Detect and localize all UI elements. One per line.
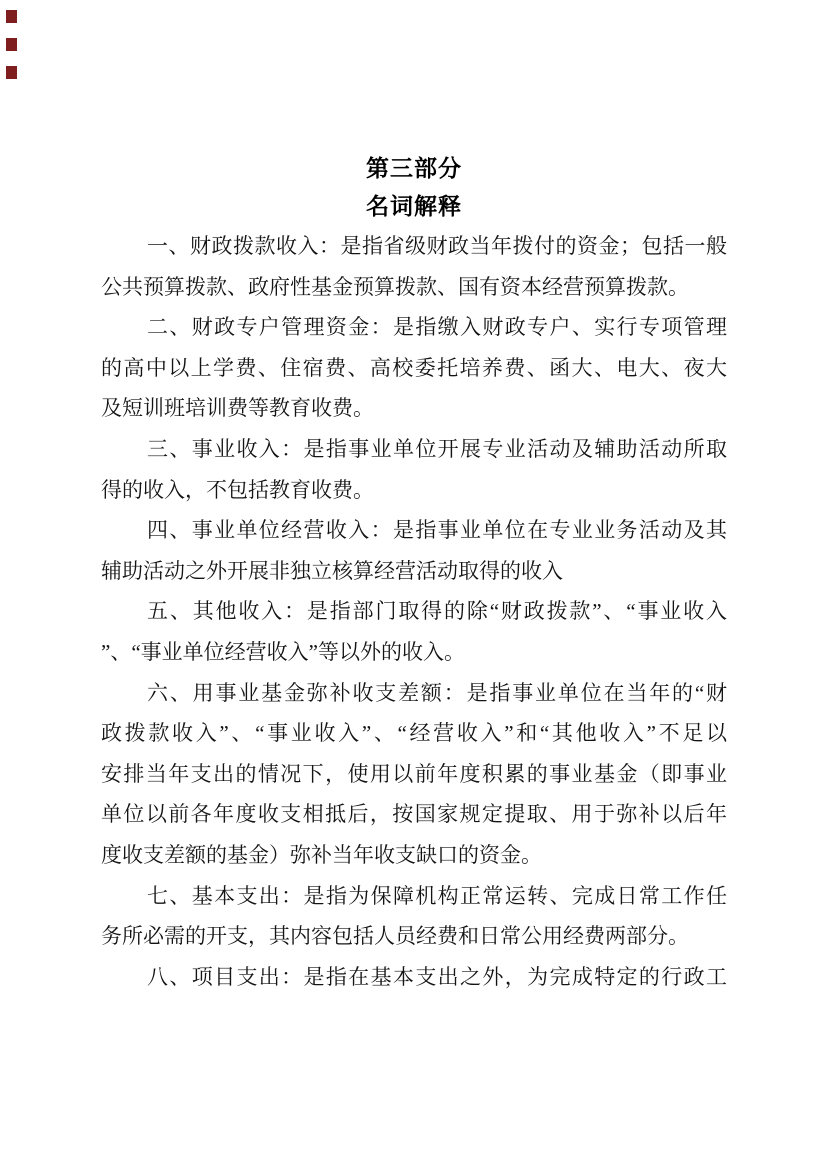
definition-paragraph [101,876,727,957]
definition-line: 安排当年支出的情况下，使用以前年度积累的事业基金（即事业 [101,761,727,786]
definition-line: 政拨款收入”、“事业收入”、“经营收入”和“其他收入”不足以 [101,721,727,746]
definition-line: 四、事业单位经营收入：是指事业单位在专业业务活动及其 [147,518,727,543]
definition-line: 二、财政专户管理资金：是指缴入财政专户、实行专项管理 [147,315,727,340]
definition-paragraph [101,510,727,591]
glossary-body [101,226,727,997]
section-title: 名词解释 [366,193,462,219]
definition-line: ”、“事业单位经营收入”等以外的收入。 [101,639,465,664]
definition-line: 单位以前各年度收支相抵后，按国家规定提取、用于弥补以后年 [101,802,727,827]
definition-paragraph [101,957,727,998]
corner-marks [0,0,30,100]
definition-line: 五、其他收入：是指部门取得的除“财政拨款”、“事业收入 [147,599,727,624]
definition-line: 七、基本支出：是指为保障机构正常运转、完成日常工作任 [147,883,727,908]
definition-paragraph [101,591,727,672]
red-mark [6,38,17,51]
definition-paragraph [101,673,727,876]
definition-line: 八、项目支出：是指在基本支出之外，为完成特定的行政工 [147,964,727,989]
definition-paragraph [101,307,727,429]
red-mark [6,10,17,23]
definition-line: 三、事业收入：是指事业单位开展专业活动及辅助活动所取 [147,436,727,461]
definition-line: 务所必需的开支，其内容包括人员经费和日常公用经费两部分。 [101,924,689,949]
page-content [101,150,727,997]
definition-line: 一、财政拨款收入：是指省级财政当年拨付的资金；包括一般 [147,234,727,258]
definition-line: 公共预算拨款、政府性基金预算拨款、国有资本经营预算拨款。 [101,274,689,299]
definition-line: 六、用事业基金弥补收支差额：是指事业单位在当年的“财 [147,680,727,705]
definition-line: 得的收入，不包括教育收费。 [101,477,374,502]
definition-paragraph [101,226,727,307]
definition-paragraph [101,429,727,510]
definition-line: 辅助活动之外开展非独立核算经营活动取得的收入 [101,558,563,583]
red-mark [6,66,17,79]
part-title: 第三部分 [366,155,462,181]
definition-line: 的高中以上学费、住宿费、高校委托培养费、函大、电大、夜大 [101,355,727,380]
definition-line: 度收支差额的基金）弥补当年收支缺口的资金。 [101,842,542,867]
definition-line: 及短训班培训费等教育收费。 [101,396,374,421]
